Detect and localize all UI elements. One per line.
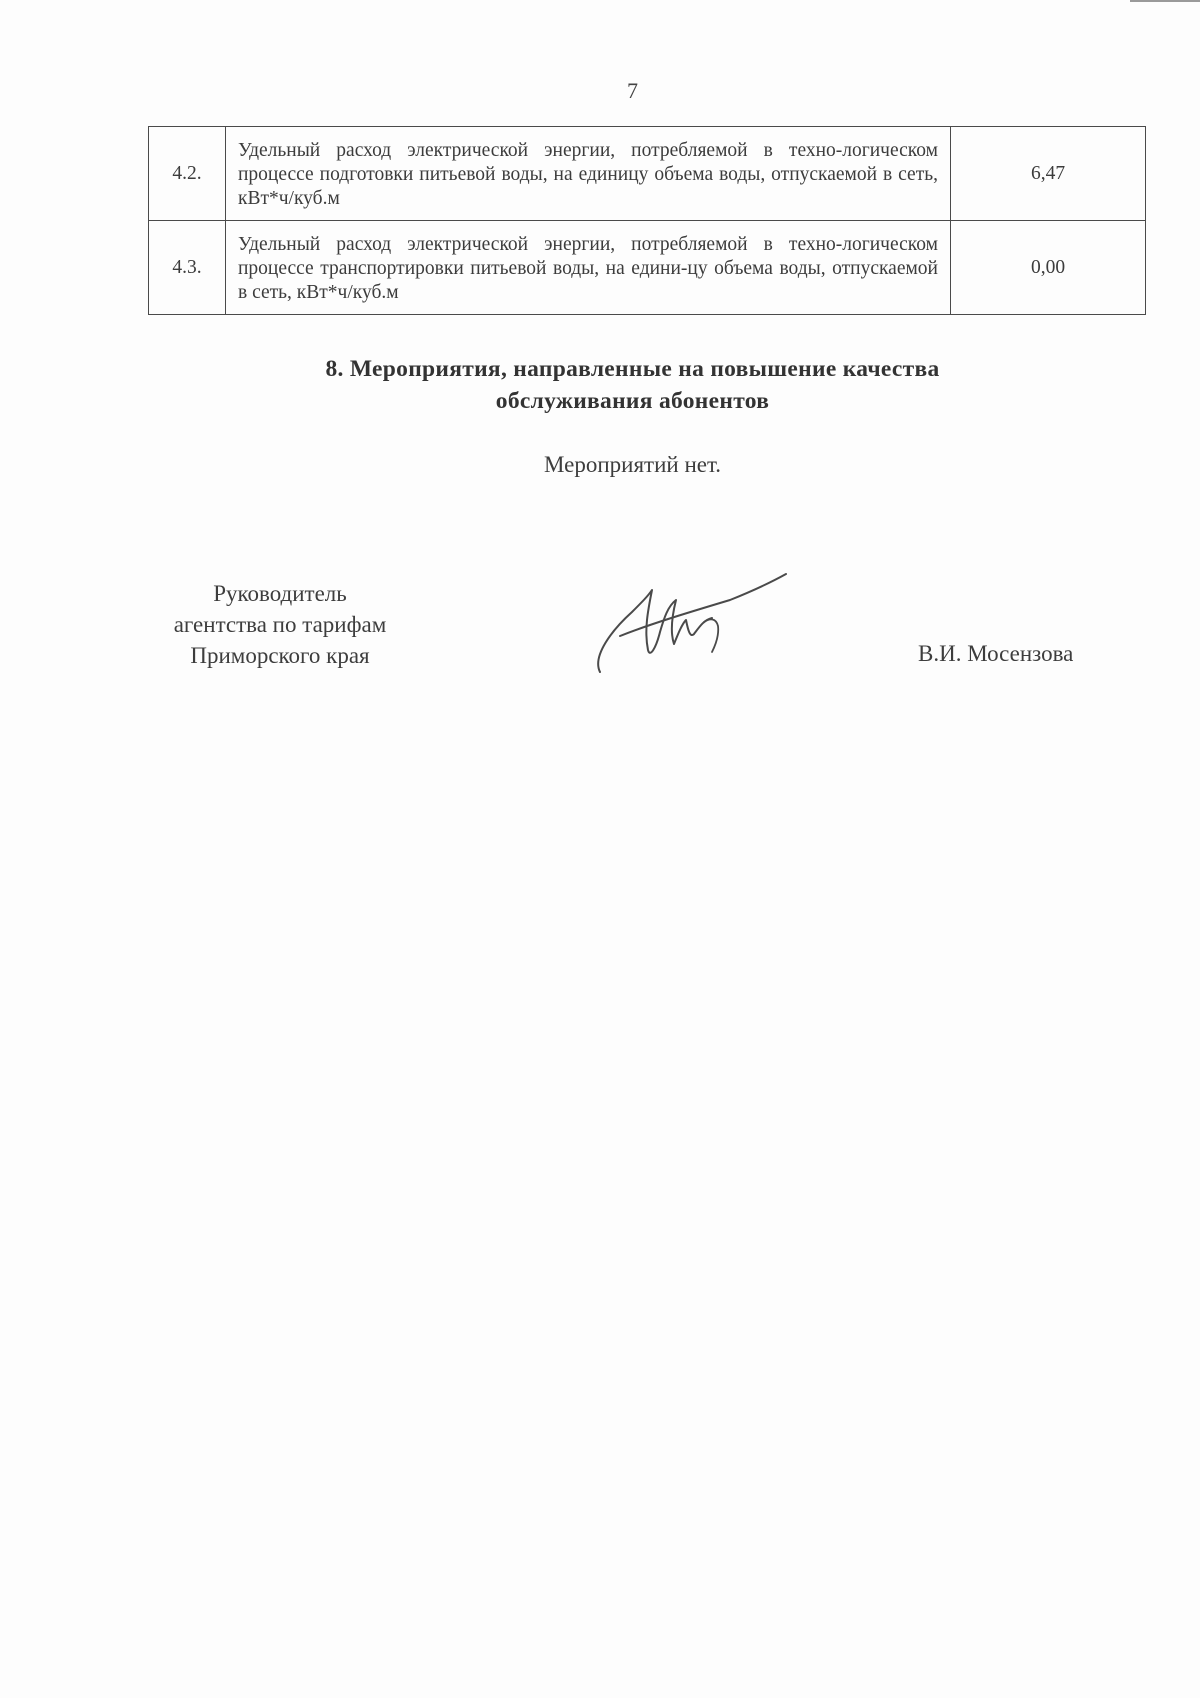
row-description: Удельный расход электрической энергии, потребляемой в техно-логическом процессе подготовки питьевой воды, на единицу объема воды, отпускаемой в сеть, кВт*ч/куб.м — [226, 127, 951, 221]
signer-name: В.И. Мосензова — [918, 641, 1074, 666]
position-line: Руководитель — [213, 581, 347, 606]
row-value: 6,47 — [951, 127, 1146, 221]
row-number: 4.2. — [149, 127, 226, 221]
row-description: Удельный расход электрической энергии, потребляемой в техно-логическом процессе транспортировки питьевой воды, на едини-цу объема воды, отпускаемой в сеть, кВт*ч/куб.м — [226, 221, 951, 315]
position-line: агентства по тарифам — [173, 612, 387, 637]
section-heading-line: обслуживания абонентов — [495, 388, 770, 414]
scan-edge-mark — [1130, 0, 1200, 2]
signature-stroke — [620, 574, 786, 636]
indicators-table — [148, 126, 1146, 315]
section-heading — [0, 353, 1200, 417]
section-body-text: Мероприятий нет. — [543, 452, 722, 477]
signature-stroke — [704, 619, 718, 652]
signature-stroke — [598, 590, 712, 672]
section-heading-line: 8. Мероприятия, направленные на повышение качества — [325, 356, 940, 382]
handwritten-signature — [590, 560, 790, 680]
table-row — [149, 127, 1146, 221]
page-number: 7 — [627, 78, 638, 103]
signatory-position — [140, 578, 420, 671]
position-line: Приморского края — [190, 643, 370, 668]
table-row — [149, 221, 1146, 315]
row-number: 4.3. — [149, 221, 226, 315]
row-value: 0,00 — [951, 221, 1146, 315]
